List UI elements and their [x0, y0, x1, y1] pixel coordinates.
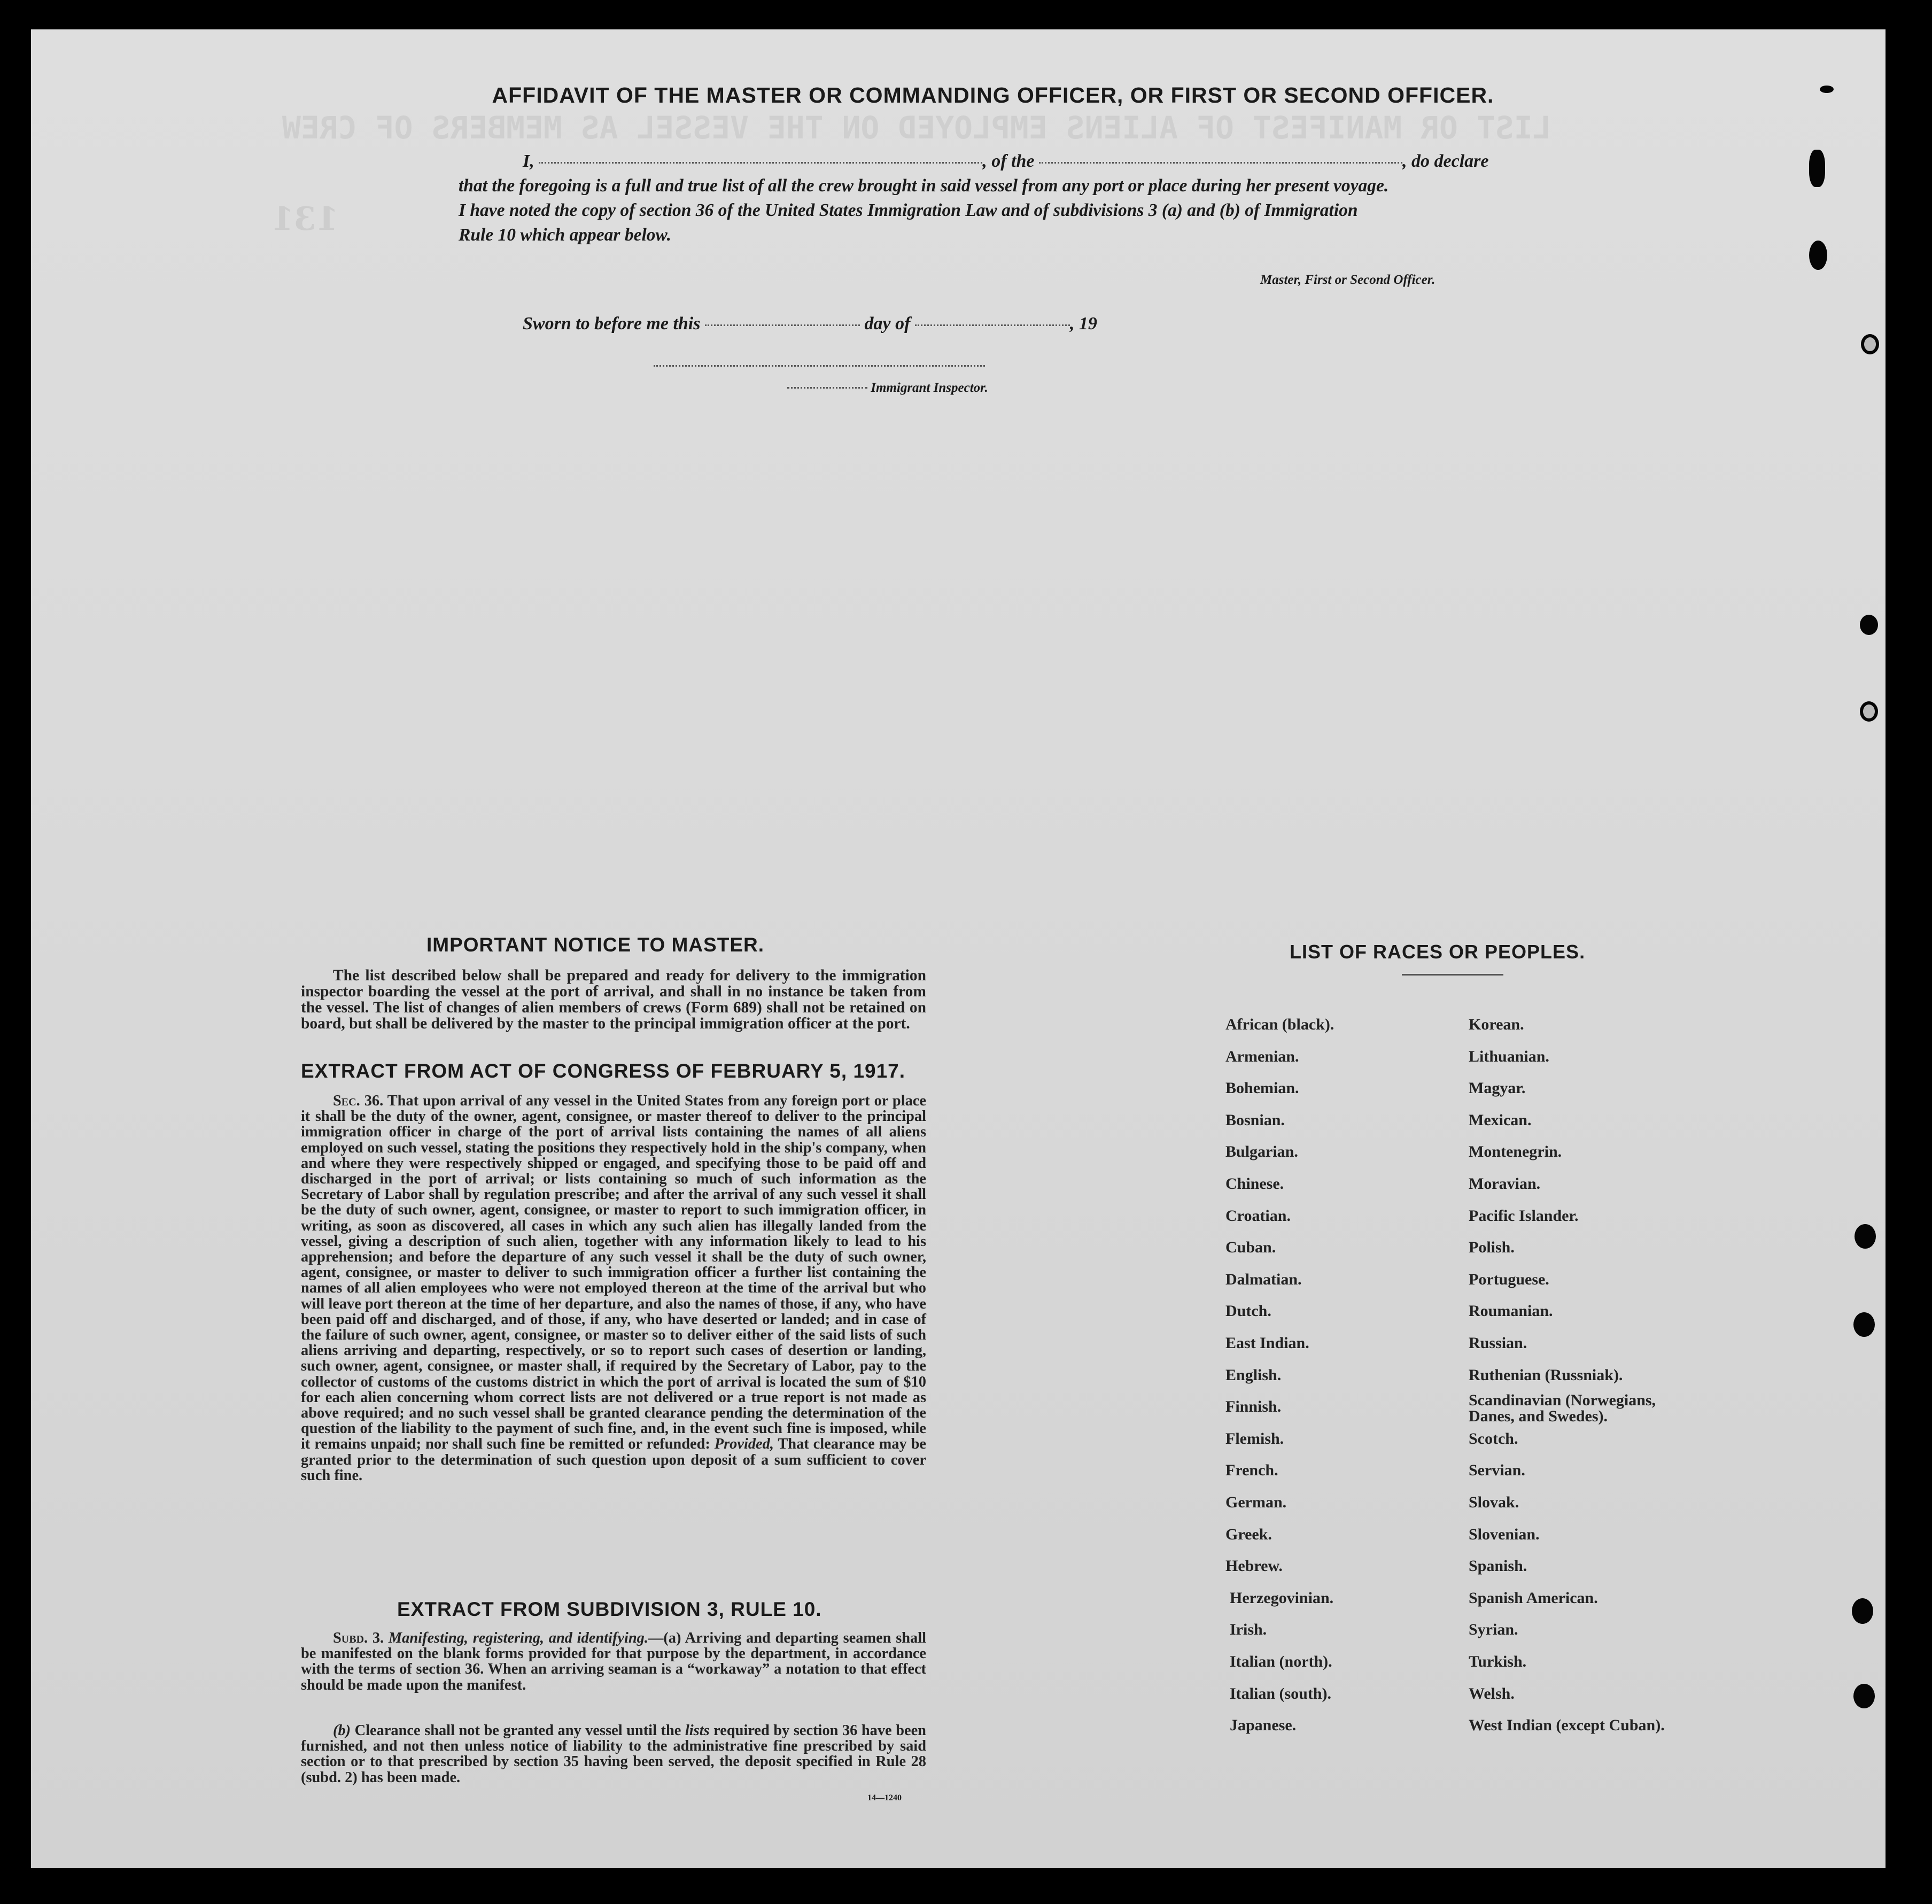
binder-hole [1855, 1224, 1876, 1249]
race-item: Chinese. [1225, 1175, 1284, 1193]
race-item: Herzegovinian. [1230, 1589, 1334, 1607]
affidavit-line-4: Rule 10 which appear below. [459, 225, 671, 245]
race-item: Pacific Islander. [1469, 1206, 1579, 1225]
race-item: Armenian. [1225, 1047, 1299, 1065]
provided-label: Provided, [714, 1436, 774, 1453]
race-item: Dutch. [1225, 1302, 1271, 1320]
race-item: Irish. [1230, 1621, 1267, 1639]
affidavit-declaration-line [523, 151, 1488, 172]
race-item: African (black). [1225, 1016, 1334, 1033]
race-item: Turkish. [1469, 1653, 1527, 1670]
race-item: Montenegrin. [1469, 1143, 1562, 1161]
notice-text: The list described below shall be prepared and ready for delivery to the immigration inspector boarding the vessel at the port of arrival, and shall in no instance be taken from the vessel. The list of changes of alien members of crews (Form 689) shall not be retained on board, but shall be delivered by the master to the principal immigration officer at the port. [301, 967, 926, 1032]
race-item: Roumanian. [1469, 1302, 1553, 1320]
races-title: LIST OF RACES OR PEOPLES. [1290, 941, 1586, 963]
binder-hole [1860, 701, 1878, 722]
binder-hole [1853, 1684, 1875, 1708]
race-item: Slovenian. [1469, 1525, 1540, 1543]
form-number: 14—1240 [867, 1793, 902, 1802]
race-item: Italian (north). [1230, 1653, 1332, 1670]
subd-a-label: —(a) [648, 1630, 681, 1646]
notice-title: IMPORTANT NOTICE TO MASTER. [426, 934, 765, 956]
subd-label: Subd. 3. [333, 1630, 384, 1646]
section-body: That upon arrival of any vessel in the United States from any foreign port or place it shall be the duty of the owner, agent, consignee, or master thereof to deliver to the principal immigration officer in charge of the port of arrival lists containing the names of all aliens employed on such vessel, stating the positions they respectively hold in the ship's company, when and where they were respectively shipped or engaged, and specifying those to be paid off and discharged in the port of arrival; or lists containing so much of such information as the Secretary of Labor shall by regulation prescribe; and after the arrival of any such vessel it shall be the duty of such owner, agent, consignee, or master to report to such immigration officer, in writing, as soon as discovered, all cases in which any such alien has illegally landed from the vessel, giving a description of such alien, together with any information likely to lead to his apprehension; and before the departure of any such vessel it shall be the duty of such owner, agent, consignee, or master to deliver to such immigration officer a further list containing the names of all alien employees who were not employed thereon at the time of the arrival but who will leave port thereon at the time of her departure, and also the names of those, if any, who have been paid off and discharged, and of those, if any, who have deserted or landed; and in case of the failure of such owner, agent, consignee, or master so to deliver either of the said lists of such aliens arriving and departing, respectively, or so to report such cases of desertion or landing, such owner, agent, consignee, or master shall, if required by the Secretary of Labor, pay to the collector of customs of the customs district in which the port of arrival is located the sum of $10 for each alien concerning whom correct lists are not delivered or a true report is not made as above required; and no such vessel shall be granted clearance pending the determination of the question of the liability to the payment of such fine, and, in the event such fine is imposed, while it remains unpaid; nor shall such fine be remitted or refunded: [301, 1093, 926, 1453]
race-item: Polish. [1469, 1239, 1515, 1257]
race-item: Servian. [1469, 1461, 1525, 1480]
affidavit-line-2: that the foregoing is a full and true list of all the crew brought in said vessel from any port or place during her present voyage. [459, 176, 1389, 196]
race-item: Welsh. [1469, 1684, 1515, 1702]
rule-subd-b-text [301, 1723, 926, 1785]
race-item: Croatian. [1225, 1206, 1291, 1225]
inspector-signature-line [654, 365, 985, 367]
reverse-title-bleedthrough: LIST OR MANIFEST OF ALIENS EMPLOYED ON THE VESSEL AS MEMBERS OF CREW [282, 110, 1551, 146]
page-number-bleedthrough: 131 [271, 200, 339, 238]
sworn-line [523, 314, 1097, 334]
race-item: Korean. [1469, 1016, 1524, 1033]
race-item: West Indian (except Cuban). [1469, 1716, 1665, 1735]
subd-a-body: Arriving and departing seamen shall be manifested on the blank forms provided for that purpose by the department, in accordance with the terms of section 36. When an arriving seaman is a “workaway” a notation to that effect should be made upon the manifest. [301, 1630, 927, 1693]
document-sheet [31, 29, 1886, 1868]
affidavit-title: AFFIDAVIT OF THE MASTER OR COMMANDING OFFICER, OR FIRST OR SECOND OFFICER. [492, 83, 1494, 107]
inspector-lead-dots [787, 386, 867, 389]
binder-hole [1852, 1598, 1873, 1624]
section-label: Sec. 36. [333, 1093, 384, 1109]
race-item: Moravian. [1469, 1175, 1541, 1193]
master-signature-label: Master, First or Second Officer. [1260, 273, 1436, 287]
affidavit-of-label: , of the [982, 151, 1035, 171]
binder-hole [1860, 615, 1878, 635]
rule-extract-title: EXTRACT FROM SUBDIVISION 3, RULE 10. [397, 1598, 822, 1620]
name-blank [539, 161, 982, 164]
subd-b-label: (b) [333, 1722, 351, 1739]
binder-hole [1853, 1312, 1875, 1337]
binder-hole [1820, 86, 1834, 93]
race-item: Magyar. [1469, 1079, 1526, 1097]
race-item: Syrian. [1469, 1621, 1518, 1639]
affidavit-i-label: I, [523, 151, 534, 171]
subd-heading: Manifesting, registering, and identifying. [388, 1630, 648, 1646]
binder-hole [1861, 334, 1879, 354]
race-item: Flemish. [1225, 1429, 1284, 1448]
vessel-blank [1039, 161, 1402, 164]
races-title-rule [1402, 974, 1503, 976]
race-item: Russian. [1469, 1334, 1527, 1352]
binder-hole [1809, 150, 1825, 187]
race-item: Scotch. [1469, 1429, 1518, 1448]
race-item: Spanish. [1469, 1557, 1527, 1575]
race-item: Spanish American. [1469, 1589, 1598, 1607]
race-item: Lithuanian. [1469, 1047, 1549, 1065]
race-item: Greek. [1225, 1525, 1272, 1543]
year-label: , 19 [1069, 314, 1097, 334]
affidavit-declare-label: , do declare [1402, 151, 1489, 171]
race-item: Bosnian. [1225, 1111, 1285, 1129]
race-item: Bulgarian. [1225, 1143, 1298, 1161]
race-item: German. [1225, 1493, 1287, 1511]
race-item: East Indian. [1225, 1334, 1309, 1352]
race-item: Cuban. [1225, 1239, 1276, 1257]
affidavit-line-3: I have noted the copy of section 36 of the United States Immigration Law and of subdivisions 3 (a) and (b) of Immigration [459, 200, 1358, 220]
race-item: Dalmatian. [1225, 1270, 1302, 1288]
act-section-36-text [301, 1093, 926, 1483]
race-item: Mexican. [1469, 1111, 1532, 1129]
race-item: French. [1225, 1461, 1278, 1480]
subd-b-body-2: required by section 36 have been furnished, and not then unless notice of liability to the administrative fine prescribed by said section or to that prescribed by section 35 having been served, the deposit specified in Rule 28 (subd. 2) has been made. [301, 1722, 926, 1786]
race-item: English. [1225, 1366, 1282, 1384]
race-item: Hebrew. [1225, 1557, 1283, 1575]
race-item: Italian (south). [1230, 1684, 1332, 1702]
race-item: Scandinavian (Norwegians, Danes, and Swedes). [1469, 1391, 1656, 1426]
inspector-label-row [787, 381, 988, 396]
inspector-label: Immigrant Inspector. [871, 381, 988, 395]
sworn-day-blank [705, 324, 860, 326]
act-extract-title: EXTRACT FROM ACT OF CONGRESS OF FEBRUARY 5, 1917. [301, 1060, 906, 1082]
subd-b-body-1: Clearance shall not be granted any vessel until the [354, 1722, 681, 1739]
section-body-end: That clearance may be granted prior to the determination of such question upon deposit of a sum sufficient to cover such fine. [301, 1436, 926, 1484]
subd-b-lists: lists [685, 1722, 710, 1739]
day-of-label: day of [864, 314, 911, 334]
race-item: Bohemian. [1225, 1079, 1299, 1097]
race-item: Slovak. [1469, 1493, 1519, 1511]
race-item: Ruthenian (Russniak). [1469, 1366, 1623, 1384]
binder-hole [1809, 241, 1827, 270]
race-item: Finnish. [1225, 1398, 1282, 1416]
sworn-month-blank [915, 324, 1070, 326]
race-item: Japanese. [1230, 1716, 1297, 1735]
race-item: Portuguese. [1469, 1270, 1549, 1288]
rule-subd-a-text [301, 1630, 926, 1693]
sworn-label: Sworn to before me this [523, 314, 701, 334]
